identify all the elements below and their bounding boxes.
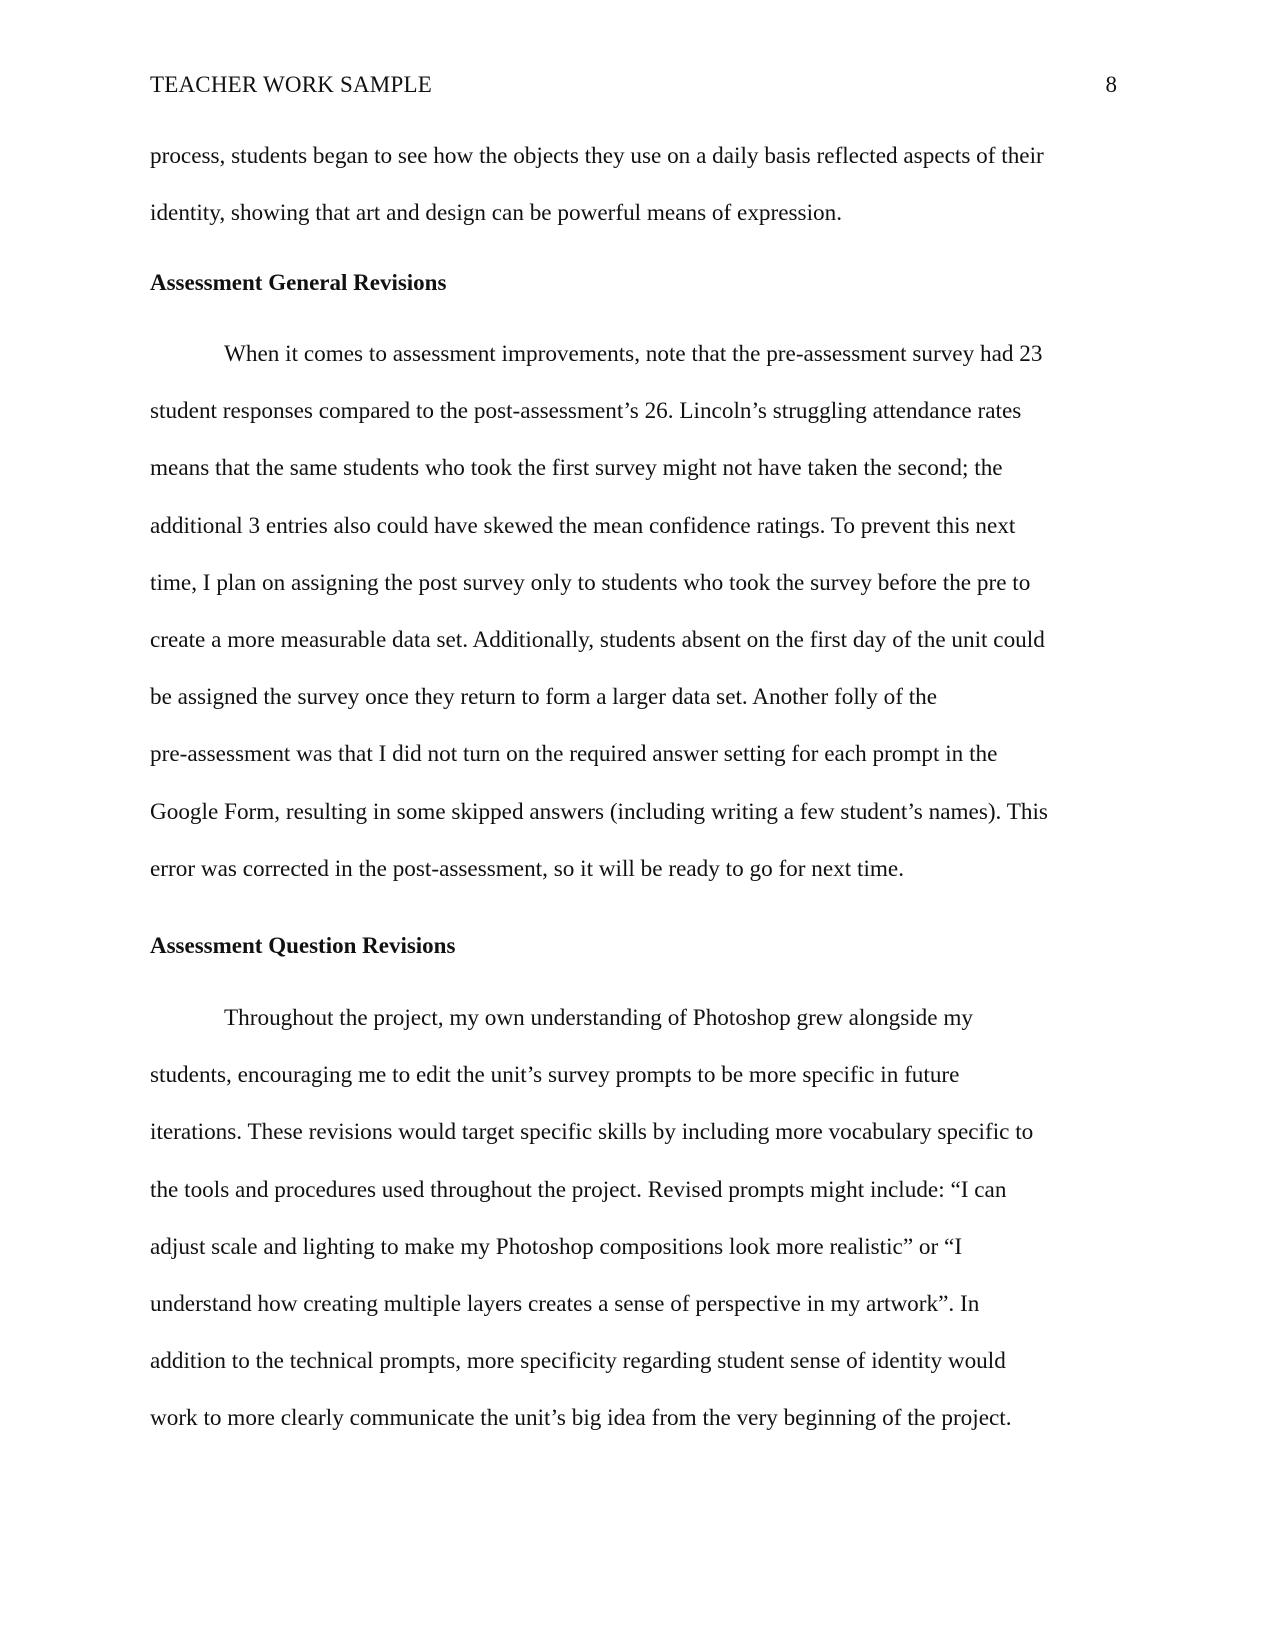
paragraph-line: be assigned the survey once they return to form a larger data set. Another folly of the	[150, 684, 938, 711]
paragraph-line: understand how creating multiple layers creates a sense of perspective in my artwork”. In	[150, 1291, 980, 1318]
paragraph-line: additional 3 entries also could have skewed the mean confidence ratings. To prevent this next	[150, 512, 1016, 539]
general-revisions-paragraph	[150, 326, 1125, 898]
paragraph-line: When it comes to assessment improvements, note that the pre-assessment survey had 23	[224, 341, 1043, 367]
paragraph-line: error was corrected in the post-assessment, so it will be ready to go for next time.	[150, 855, 905, 882]
paragraph-line: Google Form, resulting in some skipped answers (including writing a few student’s names). This	[150, 798, 1048, 825]
paragraph-line: means that the same students who took the first survey might not have taken the second; the	[150, 455, 1003, 482]
paragraph-line: the tools and procedures used throughout the project. Revised prompts might include: “I can	[150, 1176, 1007, 1203]
question-revisions-paragraph	[150, 990, 1125, 1448]
paragraph-line: addition to the technical prompts, more specificity regarding student sense of identity would	[150, 1348, 1006, 1375]
paragraph-line: time, I plan on assigning the post survey only to students who took the survey before the pre to	[150, 569, 1031, 596]
paragraph-line: identity, showing that art and design can be powerful means of expression.	[150, 200, 843, 227]
paragraph-line: students, encouraging me to edit the unit’s survey prompts to be more specific in future	[150, 1062, 960, 1089]
paragraph-line: pre-assessment was that I did not turn on the required answer setting for each prompt in the	[150, 741, 998, 768]
page-number: 8	[1105, 72, 1117, 97]
section-heading-general: Assessment General Revisions	[150, 270, 447, 295]
section-heading-question: Assessment Question Revisions	[150, 933, 456, 958]
intro-paragraph	[150, 128, 1125, 242]
paragraph-line: work to more clearly communicate the unit’s big idea from the very beginning of the project.	[150, 1405, 1012, 1432]
paragraph-line: create a more measurable data set. Additionally, students absent on the first day of the unit could	[150, 627, 1045, 654]
paragraph-line: Throughout the project, my own understanding of Photoshop grew alongside my	[224, 1005, 973, 1031]
running-head: TEACHER WORK SAMPLE	[150, 72, 432, 97]
paragraph-line: process, students began to see how the objects they use on a daily basis reflected aspects of their	[150, 143, 1044, 169]
paragraph-line: adjust scale and lighting to make my Photoshop compositions look more realistic” or “I	[150, 1233, 963, 1260]
paragraph-line: iterations. These revisions would target specific skills by including more vocabulary specific to	[150, 1119, 1034, 1146]
paragraph-line: student responses compared to the post-assessment’s 26. Lincoln’s struggling attendance rates	[150, 398, 1022, 425]
